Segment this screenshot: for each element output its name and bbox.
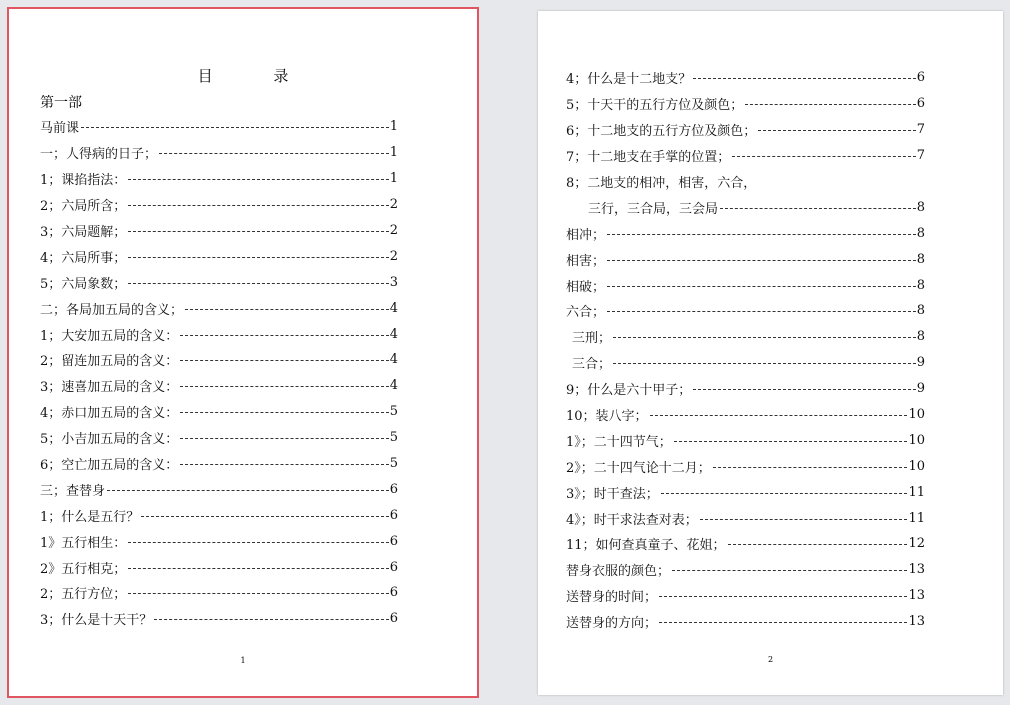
dot-leader — [659, 622, 907, 623]
toc-entry — [40, 425, 398, 451]
toc-entry-page: 2 — [389, 197, 398, 213]
toc-entry-page: 6 — [389, 481, 398, 497]
toc-entry-label: 4；什么是十二地支？ — [566, 72, 692, 88]
toc-entry — [566, 194, 925, 220]
page-number: 2 — [767, 655, 774, 664]
toc-entry — [566, 505, 925, 531]
dot-leader — [607, 311, 916, 312]
toc-entry-label: 4；六局所事； — [40, 250, 127, 266]
toc-entry-label: 6；十二地支的五行方位及颜色； — [566, 124, 757, 140]
toc-list — [566, 65, 925, 635]
toc-entry — [40, 347, 398, 373]
toc-entry — [40, 399, 398, 425]
dot-leader — [107, 490, 389, 491]
toc-entry-page: 6 — [916, 96, 925, 112]
page-number: 1 — [240, 656, 246, 665]
toc-list — [40, 114, 398, 632]
toc-entry-page: 8 — [916, 277, 925, 293]
toc-entry-page: 4 — [389, 326, 398, 342]
toc-entry-label: 送替身的时间； — [566, 590, 658, 606]
toc-entry — [40, 321, 398, 347]
toc-entry-label: 二；各局加五局的含义； — [40, 302, 184, 318]
toc-entry-label: 1；什么是五行？ — [40, 509, 140, 525]
toc-entry-label: 6；空亡加五局的含义： — [40, 458, 179, 474]
toc-entry-page: 6 — [389, 559, 398, 575]
toc-entry-page: 8 — [916, 225, 925, 241]
toc-entry-label: 2；六局所含； — [40, 199, 127, 215]
toc-entry-page: 2 — [389, 223, 398, 238]
toc-entry-page: 1 — [389, 171, 398, 187]
dot-leader — [128, 542, 388, 543]
section-heading: 第一部 — [40, 95, 82, 111]
dot-leader — [745, 104, 915, 105]
dot-leader — [732, 156, 915, 157]
toc-entry-page: 13 — [908, 588, 925, 604]
toc-entry-page: 7 — [916, 148, 925, 164]
toc-entry-page: 10 — [908, 432, 925, 448]
toc-entry — [566, 220, 925, 246]
toc-entry-label: 三行，三合局，三会局 — [588, 201, 719, 217]
dot-leader — [613, 337, 916, 338]
dot-leader — [700, 519, 908, 520]
document-page-1[interactable] — [9, 9, 477, 696]
dot-leader — [659, 596, 907, 597]
toc-entry-label: 7；十二地支在手掌的位置； — [566, 150, 731, 166]
toc-entry-page: 3 — [389, 274, 398, 290]
dot-leader — [128, 231, 388, 232]
toc-entry-page: 5 — [389, 404, 398, 420]
dot-leader — [607, 286, 916, 287]
dot-leader — [720, 208, 916, 209]
toc-entry — [566, 427, 925, 453]
toc-entry-page: 12 — [908, 536, 925, 552]
dot-leader — [607, 234, 916, 235]
toc-entry-page: 6 — [389, 585, 398, 601]
dot-leader — [607, 260, 916, 261]
toc-entry-page: 8 — [916, 199, 925, 215]
toc-entry-page: 1 — [389, 145, 398, 161]
toc-entry — [566, 583, 925, 609]
toc-entry-page: 1 — [389, 119, 398, 135]
toc-entry — [40, 476, 398, 502]
dot-leader — [180, 464, 388, 465]
toc-entry — [566, 324, 925, 350]
toc-entry — [566, 169, 925, 195]
toc-entry-label: 1》五行相生： — [40, 535, 127, 551]
toc-entry-page: 6 — [389, 611, 398, 627]
toc-entry — [566, 246, 925, 272]
dot-leader — [661, 493, 908, 494]
toc-entry-label: 三合； — [572, 357, 612, 373]
dot-leader — [613, 363, 916, 364]
document-page-2[interactable] — [538, 11, 1003, 695]
dot-leader — [81, 127, 389, 128]
toc-entry — [566, 350, 925, 376]
toc-entry — [40, 218, 398, 244]
toc-entry-label: 1》；二十四节气； — [566, 434, 672, 450]
toc-entry-page: 13 — [908, 562, 925, 578]
toc-entry-label: 六合； — [566, 305, 606, 321]
dot-leader — [128, 205, 388, 206]
toc-entry — [566, 143, 925, 169]
toc-entry-page: 9 — [916, 381, 925, 397]
toc-entry-label: 4；赤口加五局的含义： — [40, 406, 179, 422]
dot-leader — [180, 412, 388, 413]
toc-entry-page: 8 — [916, 251, 925, 267]
dot-leader — [159, 153, 389, 154]
toc-entry-page: 9 — [916, 355, 925, 371]
toc-entry-label: 三；查替身 — [40, 483, 106, 499]
toc-entry — [566, 557, 925, 583]
dot-leader — [128, 257, 388, 258]
dot-leader — [154, 619, 388, 620]
toc-entry — [40, 269, 398, 295]
toc-entry-label: 1；大安加五局的含义： — [40, 328, 179, 344]
toc-entry — [566, 531, 925, 557]
toc-entry-page: 11 — [908, 510, 925, 526]
toc-entry-label: 5；十天干的五行方位及颜色； — [566, 98, 744, 114]
toc-entry-label: 三刑； — [572, 331, 612, 347]
toc-entry — [40, 528, 398, 554]
dot-leader — [693, 78, 915, 79]
toc-entry-label: 一；人得病的日子； — [40, 147, 158, 163]
toc-entry-label: 10；装八字； — [566, 409, 648, 425]
toc-entry — [40, 373, 398, 399]
toc-entry-page: 7 — [916, 122, 925, 138]
toc-entry — [566, 453, 925, 479]
toc-entry — [566, 402, 925, 428]
toc-entry-label: 8；二地支的相冲，相害，六合， — [566, 176, 757, 191]
dot-leader — [141, 516, 388, 517]
toc-entry — [40, 166, 398, 192]
toc-entry-page: 6 — [916, 70, 925, 86]
toc-entry-label: 9；什么是六十甲子； — [566, 383, 692, 399]
toc-entry-label: 2》五行相克； — [40, 561, 127, 577]
toc-entry-label: 3；速喜加五局的含义： — [40, 380, 179, 396]
toc-entry — [566, 609, 925, 635]
toc-entry — [566, 272, 925, 298]
toc-entry-label: 替身衣服的颜色； — [566, 564, 671, 580]
toc-entry — [566, 479, 925, 505]
dot-leader — [128, 179, 388, 180]
dot-leader — [180, 438, 388, 439]
toc-entry — [566, 65, 925, 91]
toc-entry-page: 13 — [908, 614, 925, 630]
toc-entry-label: 相破； — [566, 279, 606, 295]
toc-entry-page: 6 — [389, 507, 398, 523]
toc-entry-page: 6 — [389, 533, 398, 549]
toc-entry — [40, 554, 398, 580]
toc-entry — [40, 451, 398, 477]
toc-entry — [40, 140, 398, 166]
toc-entry — [566, 298, 925, 324]
toc-entry — [40, 606, 398, 632]
toc-entry-page: 4 — [389, 352, 398, 368]
dot-leader — [674, 441, 908, 442]
dot-leader — [713, 467, 908, 468]
dot-leader — [728, 544, 908, 545]
toc-entry-label: 2；留连加五局的含义： — [40, 354, 179, 370]
dot-leader — [185, 309, 389, 310]
toc-entry-label: 3》；时干查法； — [566, 486, 659, 502]
toc-entry-label: 相冲； — [566, 227, 606, 243]
dot-leader — [672, 570, 907, 571]
toc-entry-page: 2 — [389, 248, 398, 264]
toc-entry-label: 马前课 — [40, 121, 80, 137]
toc-entry-label: 送替身的方向； — [566, 616, 658, 632]
toc-entry-label: 5；小吉加五局的含义： — [40, 432, 179, 448]
dot-leader — [128, 283, 388, 284]
toc-entry — [40, 192, 398, 218]
toc-entry-page: 5 — [389, 430, 398, 446]
toc-entry-page: 8 — [916, 329, 925, 345]
toc-entry — [40, 114, 398, 140]
toc-entry-label: 3；什么是十天干？ — [40, 613, 153, 629]
toc-entry-page: 4 — [389, 378, 398, 394]
toc-entry-page: 5 — [389, 456, 398, 472]
toc-entry-label: 2；五行方位； — [40, 587, 127, 603]
toc-entry-label: 11；如何查真童子、花姐； — [566, 538, 726, 554]
dot-leader — [180, 360, 388, 361]
dot-leader — [693, 389, 915, 390]
toc-entry-label: 4》；时干求法查对表； — [566, 512, 698, 528]
dot-leader — [128, 568, 388, 569]
toc-entry-label: 3；六局题解； — [40, 225, 127, 240]
dot-leader — [180, 386, 388, 387]
page-title: 目 录 — [197, 67, 317, 85]
toc-entry-label: 1；课掐指法： — [40, 173, 127, 189]
toc-entry — [566, 376, 925, 402]
toc-entry-page: 8 — [916, 303, 925, 319]
toc-entry — [40, 243, 398, 269]
toc-entry-page: 10 — [908, 458, 925, 474]
dot-leader — [180, 335, 388, 336]
toc-entry — [40, 295, 398, 321]
toc-entry-label: 5；六局象数； — [40, 276, 127, 292]
dot-leader — [758, 130, 915, 131]
dot-leader — [128, 593, 388, 594]
toc-entry-label: 2》；二十四气论十二月； — [566, 460, 711, 476]
toc-entry-label: 相害； — [566, 253, 606, 269]
toc-entry — [40, 502, 398, 528]
toc-entry-page: 4 — [389, 300, 398, 316]
toc-entry — [566, 117, 925, 143]
toc-entry-page: 10 — [908, 407, 925, 423]
toc-entry — [40, 580, 398, 606]
dot-leader — [650, 415, 908, 416]
toc-entry — [566, 91, 925, 117]
toc-entry-page: 11 — [908, 484, 925, 500]
